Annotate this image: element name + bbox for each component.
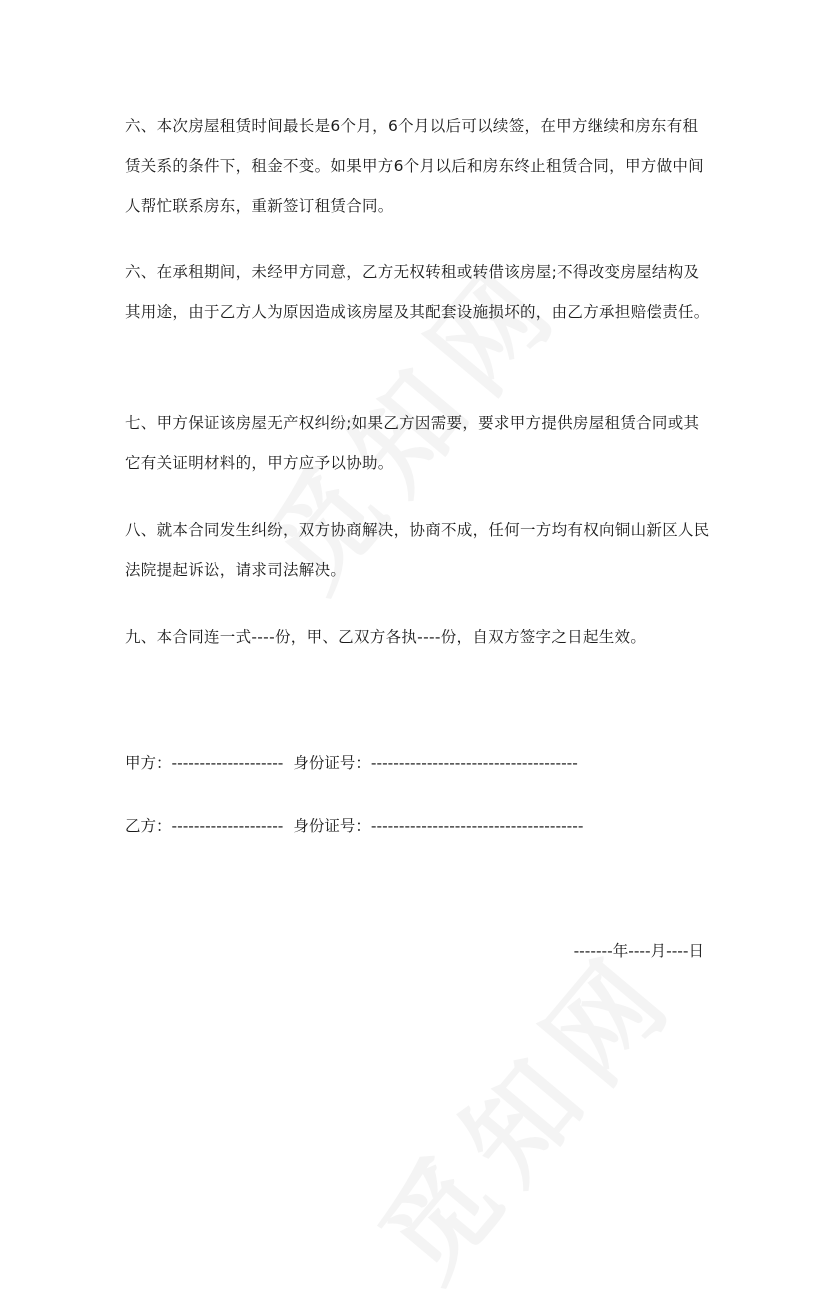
clause-9: 九、本合同连一式----份，甲、乙双方各执----份，自双方签字之日起生效。 — [125, 628, 647, 646]
watermark-lower — [338, 911, 706, 1307]
clause-7: 七、甲方保证该房屋无产权纠纷;如果乙方因需要，要求甲方提供房屋租赁合同或其它有关证明材料的，甲方应予以协助。 — [125, 414, 700, 472]
party-a-name-blank: -------------------- — [171, 754, 284, 772]
party-b-id-blank: -------------------------------------- — [370, 817, 584, 835]
party-b-id-label: 身份证号： — [293, 817, 371, 835]
party-b-label: 乙方： — [125, 817, 172, 835]
party-b-signature-line — [125, 811, 583, 841]
clause-8: 八、就本合同发生纠纷，双方协商解决，协商不成，任何一方均有权向铜山新区人民法院提起诉讼，请求司法解决。 — [125, 521, 710, 579]
party-a-label: 甲方： — [125, 754, 172, 772]
party-a-id-label: 身份证号： — [293, 754, 371, 772]
party-a-id-blank: ------------------------------------- — [370, 754, 578, 772]
party-b-name-blank: -------------------- — [171, 817, 284, 835]
clause-6b: 六、在承租期间，未经甲方同意，乙方无权转租或转借该房屋;不得改变房屋结构及其用途，由于乙方人为原因造成该房屋及其配套设施损坏的，由乙方承担赔偿责任。 — [125, 263, 710, 321]
signing-date: -------年----月----日 — [573, 942, 704, 960]
clause-6a: 六、本次房屋租赁时间最长是6个月，6个月以后可以续签，在甲方继续和房东有租赁关系的条件下，租金不变。如果甲方6个月以后和房东终止租赁合同，甲方做中间人帮忙联系房东，重新签订租赁合同。 — [125, 117, 704, 215]
party-a-signature-line — [125, 748, 578, 778]
